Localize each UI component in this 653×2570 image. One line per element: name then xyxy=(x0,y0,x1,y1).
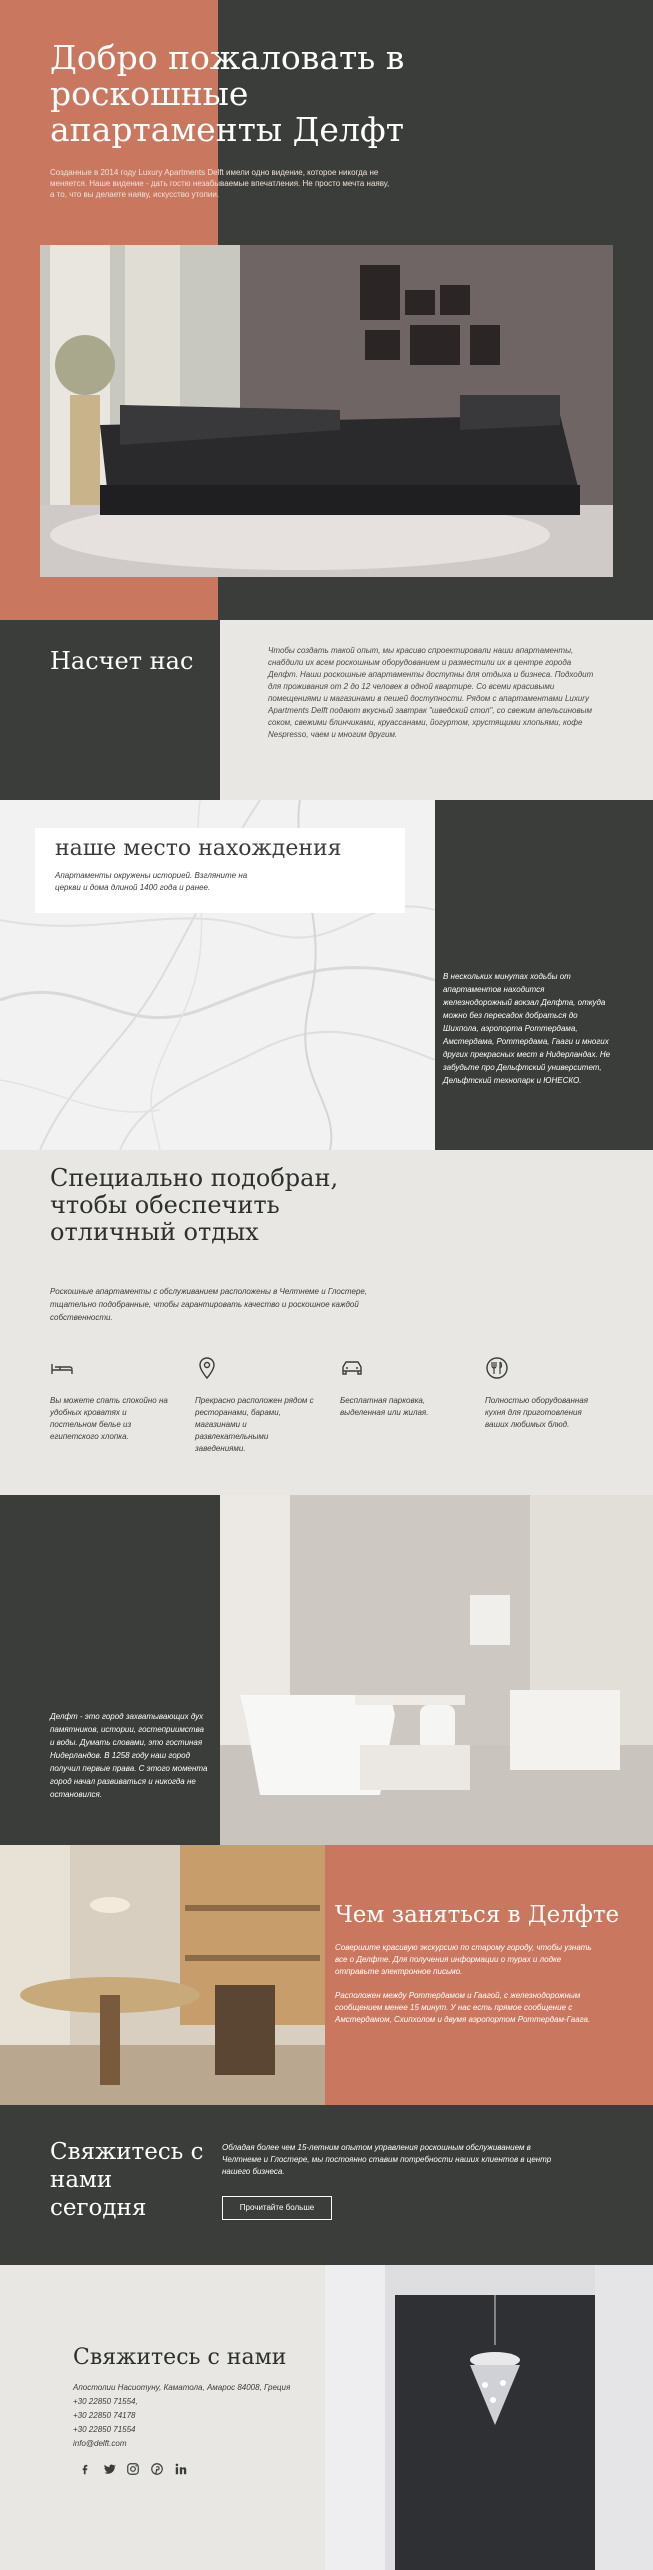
chandelier-image xyxy=(325,2265,653,2570)
feature-item-kitchen xyxy=(485,1356,605,1431)
cta-title: Свяжитесь с нами сегодня xyxy=(50,2139,204,2221)
features-subtitle: Роскошные апартаменты с обслуживанием расположены в Челтнеме и Глостере, тщательно подобранные, чтобы гарантировать качество и роскошное каждой собственности. xyxy=(50,1287,368,1322)
feature-text: Вы можете спать спокойно на удобных кроватях и постельном белье из египетского хлопка. xyxy=(50,1396,168,1441)
activities-text-1: Совершите красивую экскурсию по старому городу, чтобы узнать все о Делфте. Для получения информации о турах и лодке отправьте электронное письмо. xyxy=(335,1943,592,1976)
hero-living-room-image xyxy=(40,245,613,577)
about-text: Чтобы создать такой опыт, мы красиво спроектировали наши апартаменты, снабдили их всем роскошным оборудованием и разместили их в центре города Делфт. Наши роскошные апартаменты доступны для отдыха и бизнеса. Подходит для проживания от 2 до 12 человек в одной квартире. Со всеми красивыми помещениями и магазинами в пешей доступности. Рядом с апартаментами Luxury Apartments Delft подают вкусный завтрак "шведский стол", со свежим апельсиновым соком, свежими блинчиками, круассанами, йогуртом, хрустящими хлопьями, кофе Nespresso, чаем и многим другим. xyxy=(268,646,594,739)
car-icon xyxy=(340,1356,364,1380)
cta-text: Обладая более чем 15-летним опытом управления роскошным обслуживанием в Челтнеме и Глостере, мы постоянно ставим потребности наших клиентов в центр нашего бизнеса. xyxy=(222,2143,552,2176)
kitchen-icon xyxy=(485,1356,509,1380)
footer-phone-2[interactable]: +30 22850 74178 xyxy=(73,2411,136,2420)
hero-subtitle: Созданные в 2014 году Luxury Apartments Delft имели одно видение, которое никогда не меняется. Наше видение - дать гостю незабываемые впечатления. Не просто мечта наяву, а то, что вы делаете наяву, искусство утопии. xyxy=(50,168,390,199)
facebook-icon[interactable] xyxy=(78,2462,92,2476)
location-text: В нескольких минутах ходьбы от апартаментов находится железнодорожный вокзал Делфта, откуда можно без пересадок добраться до Шихпола, аэропорта Роттердама, Амстердама, Роттердама, Гааги и многих других прекрасных мест в Нидерландах. Не забудьте про Дельфтский университет, Дельфтский технопарк и ЮНЕСКО. xyxy=(443,972,611,1085)
about-title: Насчет нас xyxy=(50,647,194,675)
location-title: наше место нахождения xyxy=(55,836,342,861)
feature-item-bed xyxy=(50,1356,170,1443)
social-links xyxy=(78,2462,188,2476)
location-subtitle: Апартаменты окружены историей. Взгляните на церкви и дома длиной 1400 года и ранее. xyxy=(55,871,248,892)
footer-phone-1[interactable]: +30 22850 71554, xyxy=(73,2397,138,2406)
feature-text: Прекрасно расположен рядом с ресторанами, барами, магазинами и развлекательными заведениями. xyxy=(195,1396,314,1453)
bathroom-image xyxy=(220,1495,653,1845)
bed-icon xyxy=(50,1356,74,1380)
linkedin-icon[interactable] xyxy=(174,2462,188,2476)
bath-text: Делфт - это город захватывающих дух памятников, истории, гостеприимства и воды. Думать словами, это гостиная Нидерландов. В 1258 году наш город получил первые права. С этого момента город начал развиваться и никогда не остановился. xyxy=(50,1712,208,1799)
feature-item-location xyxy=(195,1356,315,1455)
instagram-icon[interactable] xyxy=(126,2462,140,2476)
footer-phone-3[interactable]: +30 22850 71554 xyxy=(73,2425,136,2434)
read-more-button[interactable]: Прочитайте больше xyxy=(222,2196,332,2220)
activities-text-2: Расположен между Роттердамом и Гаагой, с железнодорожным сообщением менее 15 минут. У нас есть прямое сообщение с Амстердамом, Схипхолом и двумя аэропортом Роттердам-Гаага. xyxy=(335,1991,591,2024)
pinterest-icon[interactable] xyxy=(150,2462,164,2476)
twitter-icon[interactable] xyxy=(102,2462,116,2476)
footer-email[interactable]: info@delft.com xyxy=(73,2439,127,2448)
hero-title: Добро пожаловать в роскошные апартаменты Делфт xyxy=(50,38,405,149)
feature-text: Полностью оборудованная кухня для приготовления ваших любимых блюд. xyxy=(485,1396,588,1429)
feature-item-parking xyxy=(340,1356,460,1419)
footer-address: Апостолии Насиотуну, Каматола, Амарос 84008, Греция xyxy=(73,2383,291,2392)
feature-text: Бесплатная парковка, выделенная или жилая. xyxy=(340,1396,429,1417)
dining-image xyxy=(0,1845,325,2105)
location-pin-icon xyxy=(195,1356,219,1380)
features-title: Специально подобран, чтобы обеспечить отличный отдых xyxy=(50,1164,339,1246)
footer-title: Свяжитесь с нами xyxy=(73,2345,287,2370)
activities-title: Чем заняться в Делфте xyxy=(335,1902,620,1928)
